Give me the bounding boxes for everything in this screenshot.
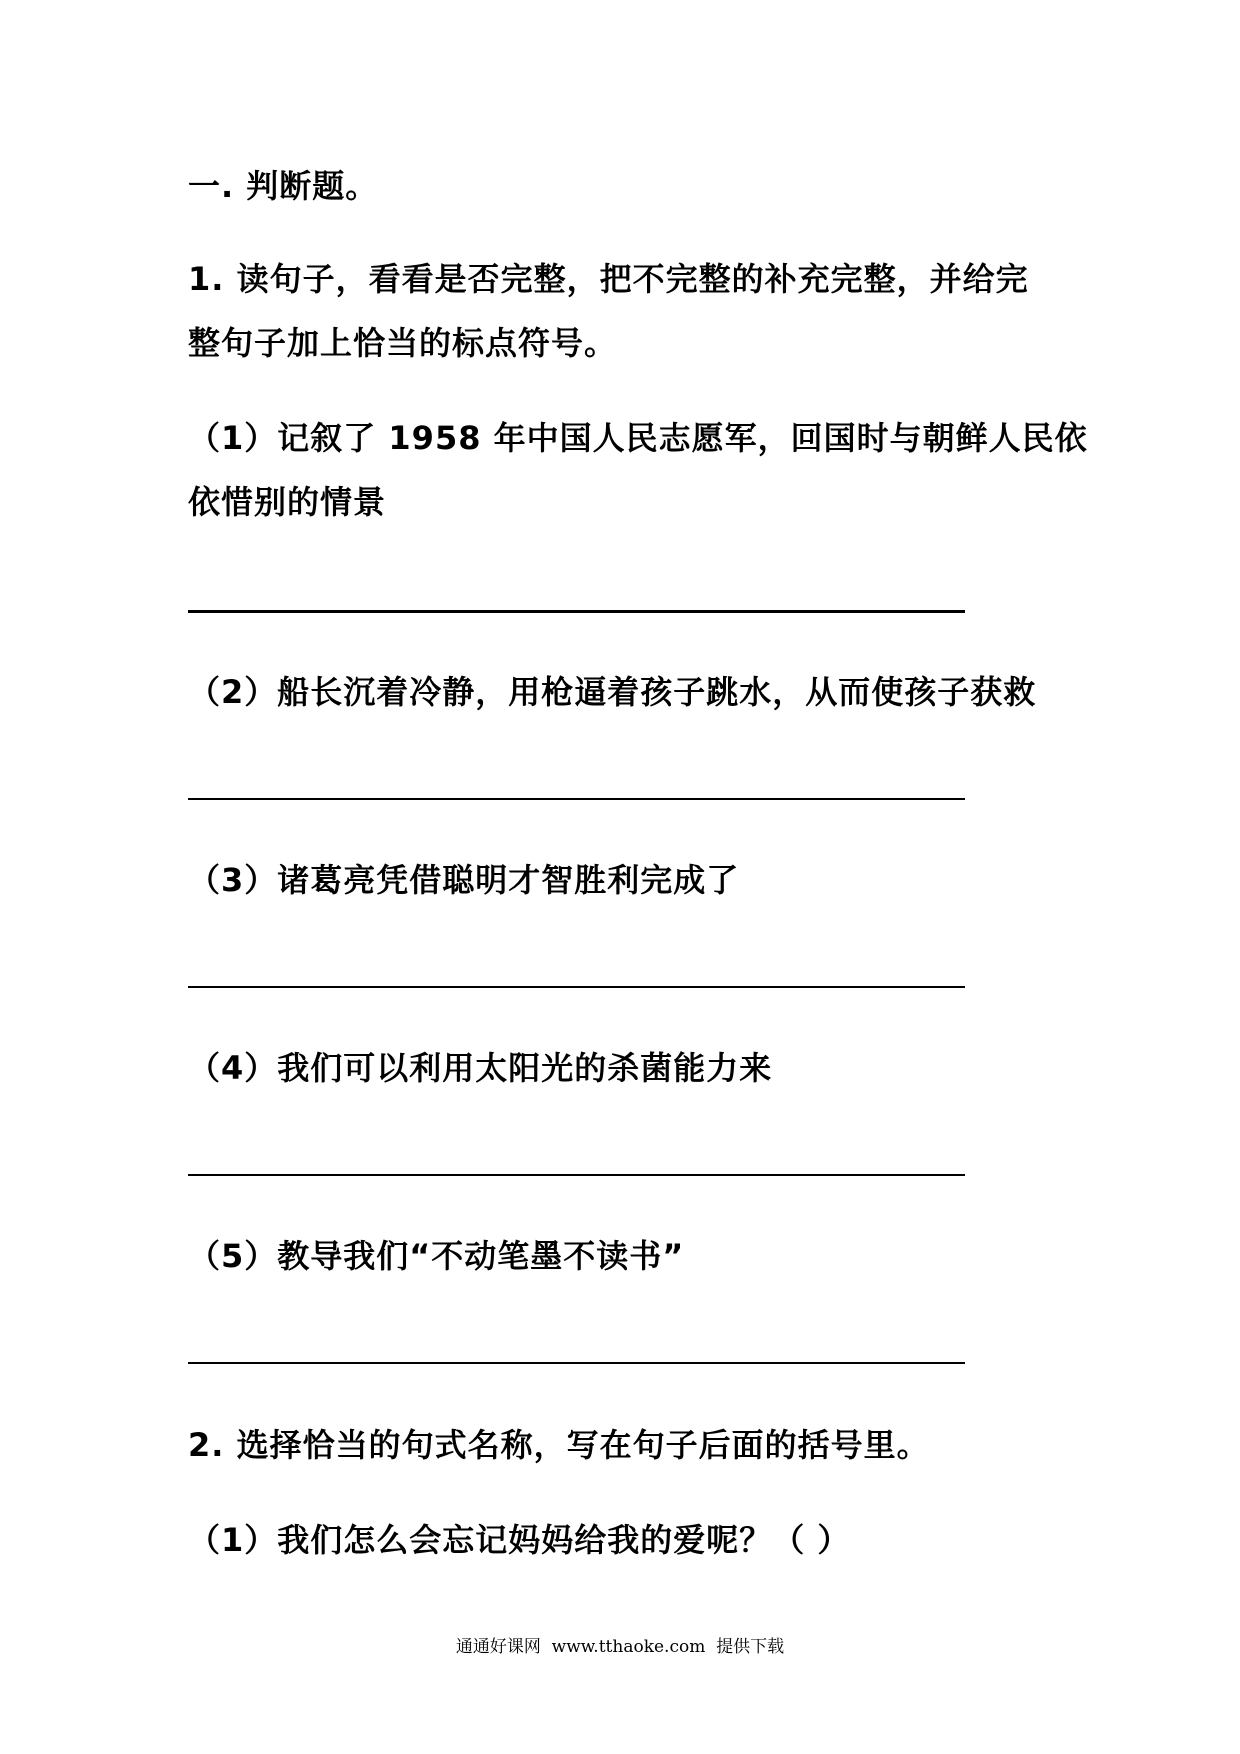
question-1-item-5-line-1: （5）教导我们“不动笔墨不读书” xyxy=(188,1237,685,1275)
section-title: 一. 判断题。 xyxy=(188,167,379,205)
question-2-item-1-line-1: （1）我们怎么会忘记妈妈给我的爱呢？（ ） xyxy=(188,1521,851,1559)
question-1-item-1-line-2: 依惜别的情景 xyxy=(188,483,387,521)
answer-line-4[interactable] xyxy=(188,1174,965,1176)
question-2-prompt: 2. 选择恰当的句式名称，写在句子后面的括号里。 xyxy=(188,1426,930,1464)
answer-line-1[interactable] xyxy=(188,610,965,613)
question-1-item-3-line-1: （3）诸葛亮凭借聪明才智胜利完成了 xyxy=(188,861,740,899)
answer-line-2[interactable] xyxy=(188,798,965,800)
answer-line-5[interactable] xyxy=(188,1362,965,1364)
question-1-item-1-line-1: （1）记叙了 1958 年中国人民志愿军，回国时与朝鲜人民依 xyxy=(188,419,1088,457)
page-footer: 通通好课网 www.tthaoke.com 提供下载 xyxy=(455,1637,785,1657)
question-1-item-2-line-1: （2）船长沉着冷静，用枪逼着孩子跳水，从而使孩子获救 xyxy=(188,673,1037,711)
question-1-prompt-line-1: 1. 读句子，看看是否完整，把不完整的补充完整，并给完 xyxy=(188,260,1029,298)
question-1-item-4-line-1: （4）我们可以利用太阳光的杀菌能力来 xyxy=(188,1049,773,1087)
answer-line-3[interactable] xyxy=(188,986,965,988)
question-1-prompt-line-2: 整句子加上恰当的标点符号。 xyxy=(188,324,618,362)
